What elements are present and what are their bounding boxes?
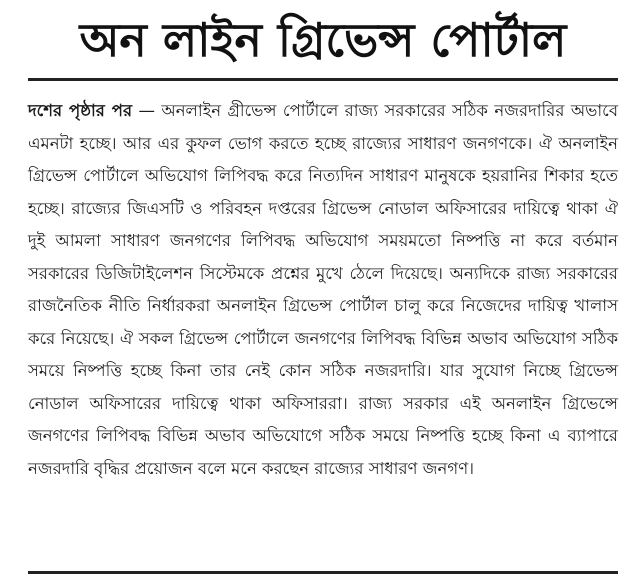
bottom-rule — [28, 571, 618, 574]
article-body — [28, 95, 618, 485]
headline: অন লাইন গ্রিভেন্স পোর্টাল — [79, 13, 567, 67]
article-text: অনলাইন গ্রীভেন্স পোর্টালে রাজ্য সরকারের সঠিক নজরদারির অভাবে এমনটা হচ্ছে। আর এর কুফল ভোগ করতে হচ্ছে রাজ্যের সাধারণ জনগণকে। ঐ অনলাইন গ্রিভেন্স পোর্টালে অভিযোগ লিপিবদ্ধ করে নিত্যদিন সাধারণ মানুষকে হয়রানির শিকার হতে হচ্ছে। রাজ্যের জিএসটি ও পরিবহন দপ্তরের গ্রিভেন্স নোডাল অফিসারের দায়িত্বে থাকা ঐ দুই আমলা সাধারণ জনগণের লিপিবদ্ধ অভিযোগ সময়মতো নিষ্পত্তি না করে বর্তমান সরকারের ডিজিটাইলেশন সিস্টেমকে প্রশ্নের মুখে ঠেলে দিয়েছে। অন্যদিকে রাজ্য সরকারের রাজনৈতিক নীতি নির্ধারকরা অনলাইন গ্রিভেন্স পোর্টাল চালু করে নিজেদের দায়িত্ব খালাস করে নিয়েছে। ঐ সকল গ্রিভেন্স পোর্টালে জনগণের লিপিবদ্ধ বিভিন্ন অভাব অভিযোগ সঠিক সময়ে নিষ্পত্তি হচ্ছে কিনা তার নেই কোন সঠিক নজরদারি। যার সুযোগ নিচ্ছে গ্রিভেন্স নোডাল অফিসারের দায়িত্বে থাকা অফিসাররা। রাজ্য সরকার এই অনলাইন গ্রিভেন্সে জনগণের লিপিবদ্ধ বিভিন্ন অভাব অভিযোগে সঠিক সময়ে নিষ্পত্তি হচ্ছে কিনা এ ব্যাপারে নজরদারি বৃদ্ধির প্রয়োজন বলে মনে করছেন রাজ্যের সাধারণ জনগণ। — [28, 101, 618, 478]
article-lead-in: দশের পৃষ্ঠার পর — [28, 101, 133, 120]
headline-rule — [28, 78, 618, 81]
article-lead-separator: — — [132, 101, 162, 120]
